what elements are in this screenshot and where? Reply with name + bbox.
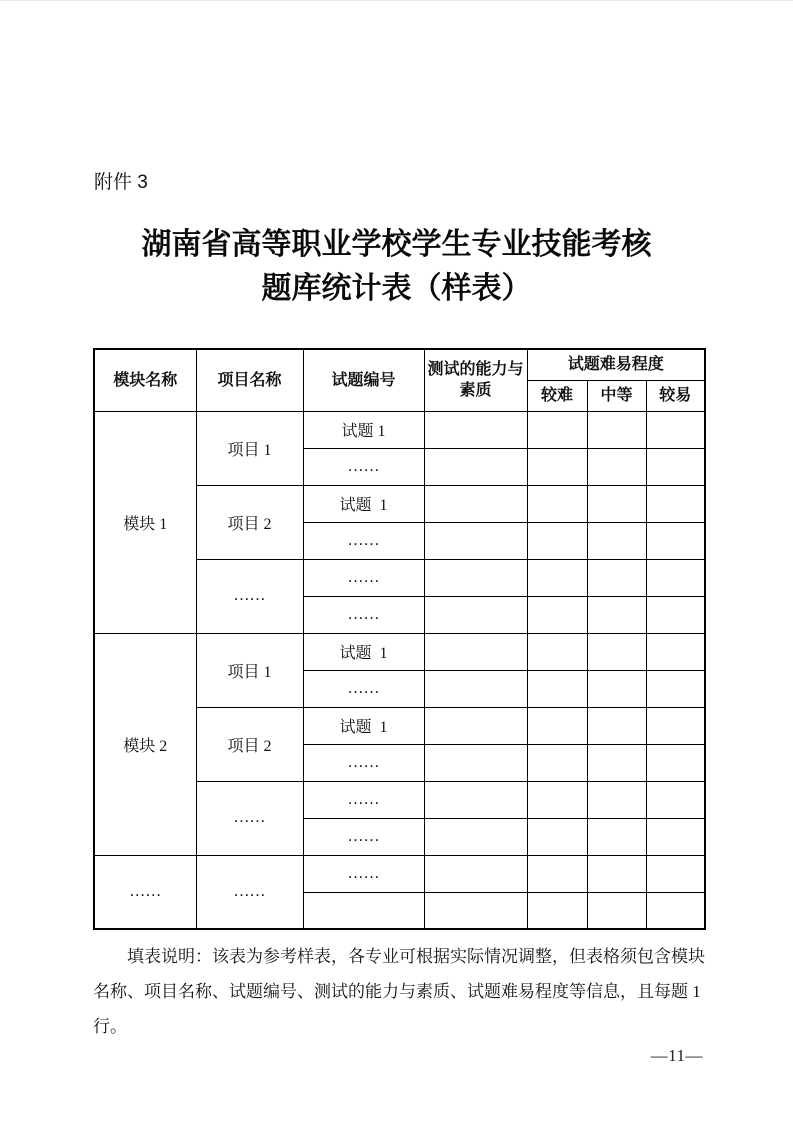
easy-value-cell <box>646 448 705 485</box>
column-header-question-number: 试题编号 <box>303 349 424 411</box>
hard-value-cell <box>527 448 587 485</box>
question-cell: …… <box>303 448 424 485</box>
question-cell: …… <box>303 744 424 781</box>
easy-value-cell <box>646 707 705 744</box>
column-header-tested-ability: 测试的能力与素质 <box>424 349 527 411</box>
column-header-project-name: 项目名称 <box>196 349 303 411</box>
project-cell: 项目 2 <box>196 485 303 559</box>
medium-value-cell <box>587 448 646 485</box>
ability-value-cell <box>424 670 527 707</box>
ability-value-cell <box>424 781 527 818</box>
hard-value-cell <box>527 670 587 707</box>
ability-value-cell <box>424 596 527 633</box>
document-title <box>0 223 793 311</box>
question-bank-table <box>93 348 706 930</box>
question-cell: 试题 1 <box>303 485 424 522</box>
ability-value-cell <box>424 522 527 559</box>
project-cell: …… <box>196 781 303 855</box>
easy-value-cell <box>646 744 705 781</box>
question-cell: …… <box>303 781 424 818</box>
hard-value-cell <box>527 855 587 892</box>
medium-value-cell <box>587 596 646 633</box>
medium-value-cell <box>587 707 646 744</box>
module-cell: 模块 2 <box>94 633 196 855</box>
ability-value-cell <box>424 744 527 781</box>
ability-value-cell <box>424 707 527 744</box>
module-cell: …… <box>94 855 196 929</box>
fill-in-instructions-line-2: 名称、项目名称、试题编号、测试的能力与素质、试题难易程度等信息，且每题 1 行。 <box>93 982 701 1036</box>
easy-value-cell <box>646 596 705 633</box>
hard-value-cell <box>527 818 587 855</box>
easy-value-cell <box>646 559 705 596</box>
hard-value-cell <box>527 633 587 670</box>
hard-value-cell <box>527 707 587 744</box>
question-cell: …… <box>303 670 424 707</box>
fill-in-instructions-line-1: 填表说明：该表为参考样表，各专业可根据实际情况调整，但表格须包含模块 <box>127 947 705 966</box>
hard-value-cell <box>527 892 587 929</box>
project-cell: …… <box>196 855 303 929</box>
easy-value-cell <box>646 522 705 559</box>
medium-value-cell <box>587 892 646 929</box>
easy-value-cell <box>646 411 705 448</box>
ability-value-cell <box>424 559 527 596</box>
easy-value-cell <box>646 855 705 892</box>
column-header-module-name: 模块名称 <box>94 349 196 411</box>
project-cell: 项目 1 <box>196 633 303 707</box>
question-cell: 试题 1 <box>303 707 424 744</box>
ability-value-cell <box>424 411 527 448</box>
medium-value-cell <box>587 485 646 522</box>
hard-value-cell <box>527 559 587 596</box>
table-row <box>94 633 705 670</box>
module-cell: 模块 1 <box>94 411 196 633</box>
question-cell: …… <box>303 522 424 559</box>
question-cell: 试题 1 <box>303 633 424 670</box>
table-row <box>94 855 705 892</box>
easy-value-cell <box>646 670 705 707</box>
medium-value-cell <box>587 411 646 448</box>
column-header-medium: 中等 <box>587 380 646 411</box>
ability-value-cell <box>424 633 527 670</box>
fill-in-instructions <box>93 939 705 1044</box>
easy-value-cell <box>646 485 705 522</box>
document-title-line-2: 题库统计表（样表） <box>261 272 532 305</box>
ability-value-cell <box>424 855 527 892</box>
hard-value-cell <box>527 744 587 781</box>
hard-value-cell <box>527 411 587 448</box>
easy-value-cell <box>646 818 705 855</box>
column-header-easy: 较易 <box>646 380 705 411</box>
medium-value-cell <box>587 670 646 707</box>
easy-value-cell <box>646 633 705 670</box>
hard-value-cell <box>527 781 587 818</box>
medium-value-cell <box>587 522 646 559</box>
medium-value-cell <box>587 818 646 855</box>
question-cell: …… <box>303 559 424 596</box>
medium-value-cell <box>587 855 646 892</box>
document-title-line-1: 湖南省高等职业学校学生专业技能考核 <box>141 228 652 261</box>
question-cell: …… <box>303 818 424 855</box>
medium-value-cell <box>587 781 646 818</box>
medium-value-cell <box>587 559 646 596</box>
ability-value-cell <box>424 485 527 522</box>
question-cell <box>303 892 424 929</box>
hard-value-cell <box>527 485 587 522</box>
column-header-hard: 较难 <box>527 380 587 411</box>
table-row <box>94 411 705 448</box>
project-cell: 项目 2 <box>196 707 303 781</box>
ability-value-cell <box>424 818 527 855</box>
question-cell: …… <box>303 596 424 633</box>
ability-value-cell <box>424 892 527 929</box>
hard-value-cell <box>527 596 587 633</box>
medium-value-cell <box>587 633 646 670</box>
easy-value-cell <box>646 892 705 929</box>
question-cell: 试题 1 <box>303 411 424 448</box>
project-cell: …… <box>196 559 303 633</box>
header-row-top <box>94 349 705 380</box>
ability-value-cell <box>424 448 527 485</box>
project-cell: 项目 1 <box>196 411 303 485</box>
attachment-label: 附件 3 <box>94 172 148 193</box>
easy-value-cell <box>646 781 705 818</box>
page-number: —11— <box>650 1046 703 1065</box>
column-header-difficulty: 试题难易程度 <box>527 349 705 380</box>
hard-value-cell <box>527 522 587 559</box>
question-cell: …… <box>303 855 424 892</box>
medium-value-cell <box>587 744 646 781</box>
